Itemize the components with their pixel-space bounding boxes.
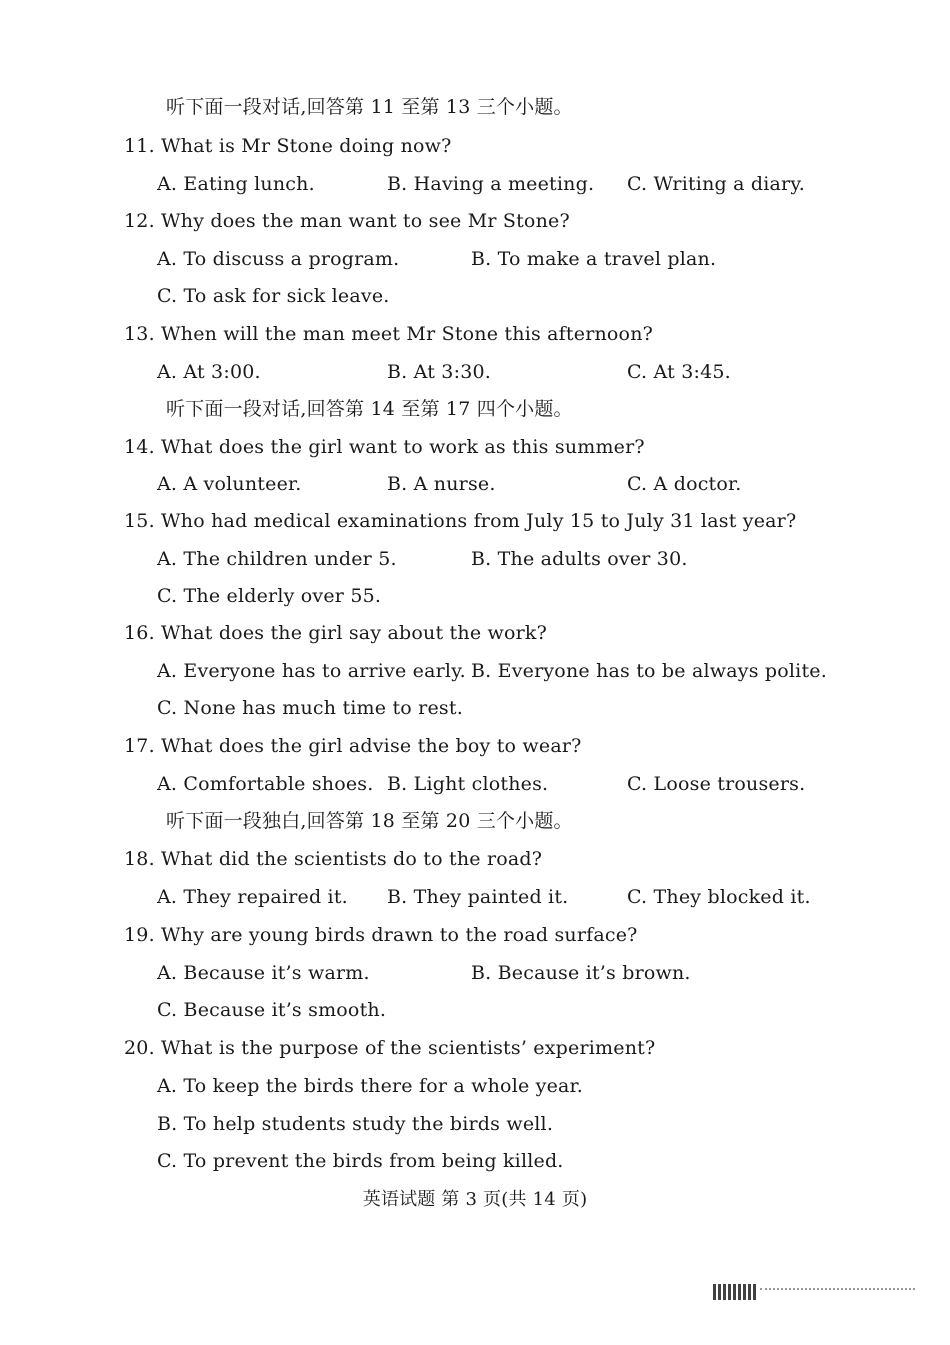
question-stem: 11. What is Mr Stone doing now? [124, 135, 452, 157]
question-stem: 19. Why are young birds drawn to the road surface? [124, 924, 638, 946]
question-stem: 12. Why does the man want to see Mr Stone? [124, 210, 570, 232]
question-stem: 15. Who had medical examinations from July 15 to July 31 last year? [124, 510, 797, 532]
option-b: B. To make a travel plan. [471, 248, 717, 270]
option-a: A. Everyone has to arrive early. [157, 660, 466, 682]
qr-code-icon [713, 1284, 757, 1300]
section-instruction: 听下面一段对话,回答第 11 至第 13 三个小题。 [166, 96, 573, 118]
question-stem: 17. What does the girl advise the boy to wear? [124, 735, 582, 757]
option-c: C. To ask for sick leave. [157, 285, 390, 307]
option-b: B. Having a meeting. [387, 173, 595, 195]
option-c: C. None has much time to rest. [157, 697, 463, 719]
watermark [760, 1288, 915, 1300]
option-a: A. Eating lunch. [157, 173, 315, 195]
option-a: A. The children under 5. [157, 548, 397, 570]
option-c: C. To prevent the birds from being killed. [157, 1150, 564, 1172]
option-a: A. Because it’s warm. [157, 962, 370, 984]
question-stem: 14. What does the girl want to work as this summer? [124, 436, 645, 458]
option-c: C. At 3:45. [627, 361, 731, 383]
option-a: A. Comfortable shoes. [157, 773, 374, 795]
option-c: C. Writing a diary. [627, 173, 805, 195]
option-a: A. At 3:00. [157, 361, 261, 383]
option-b: B. Light clothes. [387, 773, 549, 795]
section-instruction: 听下面一段独白,回答第 18 至第 20 三个小题。 [166, 810, 573, 832]
option-a: A. They repaired it. [157, 886, 348, 908]
section-instruction: 听下面一段对话,回答第 14 至第 17 四个小题。 [166, 398, 573, 420]
option-a: A. To discuss a program. [157, 248, 400, 270]
option-c: C. Because it’s smooth. [157, 999, 387, 1021]
option-a: A. A volunteer. [157, 473, 302, 495]
option-a: A. To keep the birds there for a whole year. [157, 1075, 583, 1097]
option-b: B. At 3:30. [387, 361, 492, 383]
option-b: B. Because it’s brown. [471, 962, 691, 984]
option-c: C. Loose trousers. [627, 773, 806, 795]
option-b: B. Everyone has to be always polite. [471, 660, 827, 682]
question-stem: 13. When will the man meet Mr Stone this afternoon? [124, 323, 654, 345]
option-b: B. They painted it. [387, 886, 569, 908]
question-stem: 20. What is the purpose of the scientists’ experiment? [124, 1037, 656, 1059]
question-stem: 16. What does the girl say about the work? [124, 622, 547, 644]
question-stem: 18. What did the scientists do to the road? [124, 848, 543, 870]
option-b: B. The adults over 30. [471, 548, 688, 570]
option-b: B. To help students study the birds well. [157, 1113, 554, 1135]
option-b: B. A nurse. [387, 473, 496, 495]
page-footer: 英语试题 第 3 页(共 14 页) [362, 1189, 588, 1210]
option-c: C. A doctor. [627, 473, 742, 495]
option-c: C. They blocked it. [627, 886, 811, 908]
option-c: C. The elderly over 55. [157, 585, 382, 607]
